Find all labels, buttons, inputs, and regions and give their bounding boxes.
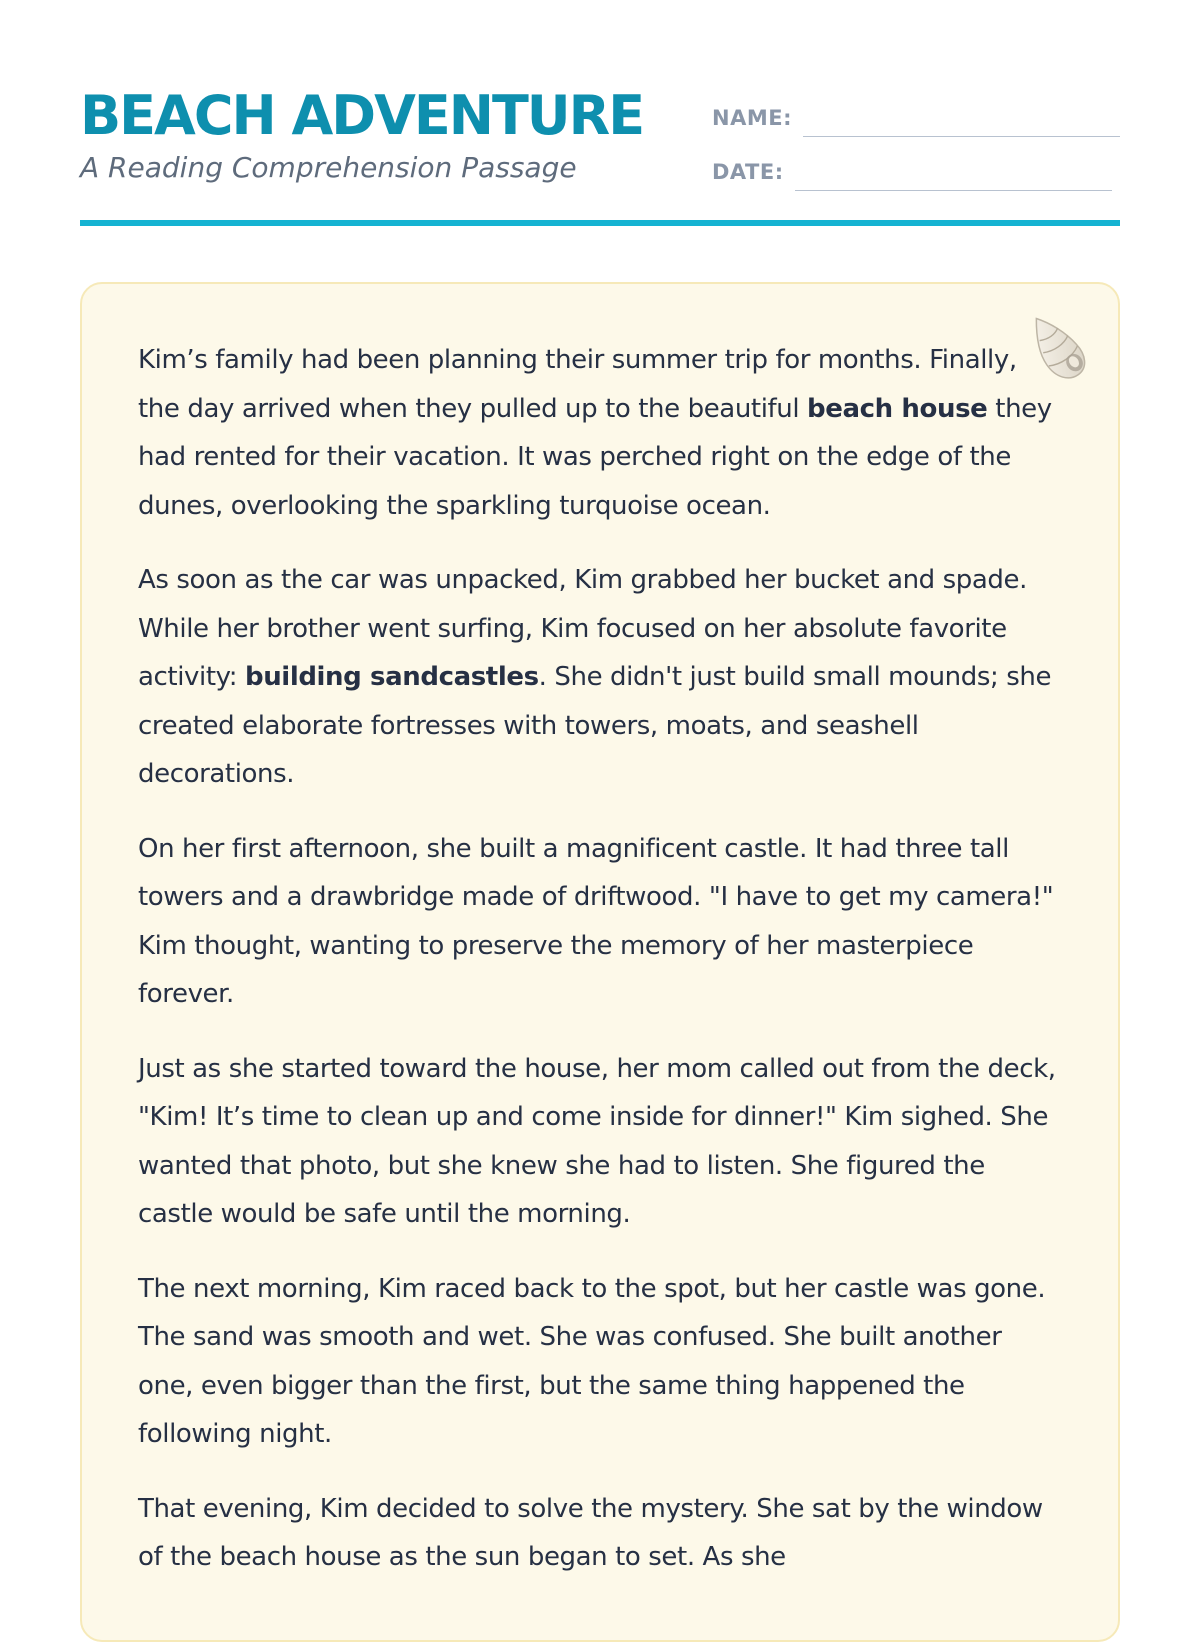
passage-box [80, 282, 1120, 1642]
worksheet-subtitle: A Reading Comprehension Passage [80, 151, 577, 184]
passage-paragraph-5: The next morning, Kim raced back to the spot, but her castle was gone. The sand was smooth and wet. She was confused. She built another one, even bigger than the first, but the same thing happened the following night. [138, 1273, 1046, 1449]
date-field-line[interactable] [795, 190, 1112, 191]
passage-paragraph-6: That evening, Kim decided to solve the mystery. She sat by the window of the beach house as the sun began to set. As she [138, 1493, 1043, 1572]
header-divider [80, 220, 1120, 226]
date-label: DATE: [712, 160, 784, 184]
passage-paragraph-4: Just as she started toward the house, her mom called out from the deck, "Kim! It’s time to clean up and come inside for dinner!" Kim sighed. She wanted that photo, but she knew she had to listen. She figured the castle would be safe until the morning. [138, 1053, 1056, 1229]
name-field-line[interactable] [803, 136, 1120, 137]
paragraph-2-text-start: As soon as the car was unpacked, Kim grabbed her bucket and spade. While her brother went surfing, Kim focused on her absolute favorite activity: [138, 565, 1027, 692]
key-term-beach-house: beach house [807, 393, 988, 424]
name-label: NAME: [712, 106, 792, 130]
paragraph-2-text-end: . She didn't just build small mounds; she created elaborate fortresses with towers, moats, and seashell decorations. [138, 662, 1052, 789]
paragraph-1-text-end: they had rented for their vacation. It was perched right on the edge of the dunes, overlooking the sparkling turquoise ocean. [138, 393, 1052, 521]
worksheet-header [80, 80, 1120, 226]
worksheet-title: BEACH ADVENTURE [80, 84, 644, 147]
seashell-icon [1017, 308, 1097, 388]
passage-paragraph-2 [138, 556, 1062, 799]
passage-paragraph-1 [138, 336, 1062, 530]
paragraph-1-text-start: Kim’s family had been planning their summer trip for months. Finally, the day arrived when they pulled up to the beautiful [138, 345, 1017, 424]
passage-paragraph-3: On her first afternoon, she built a magnificent castle. It had three tall towers and a drawbridge made of driftwood. "I have to get my camera!" Kim thought, wanting to preserve the memory of her masterpiece forever. [138, 833, 1054, 1009]
key-term-building-sandcastles: building sandcastles [244, 662, 539, 692]
